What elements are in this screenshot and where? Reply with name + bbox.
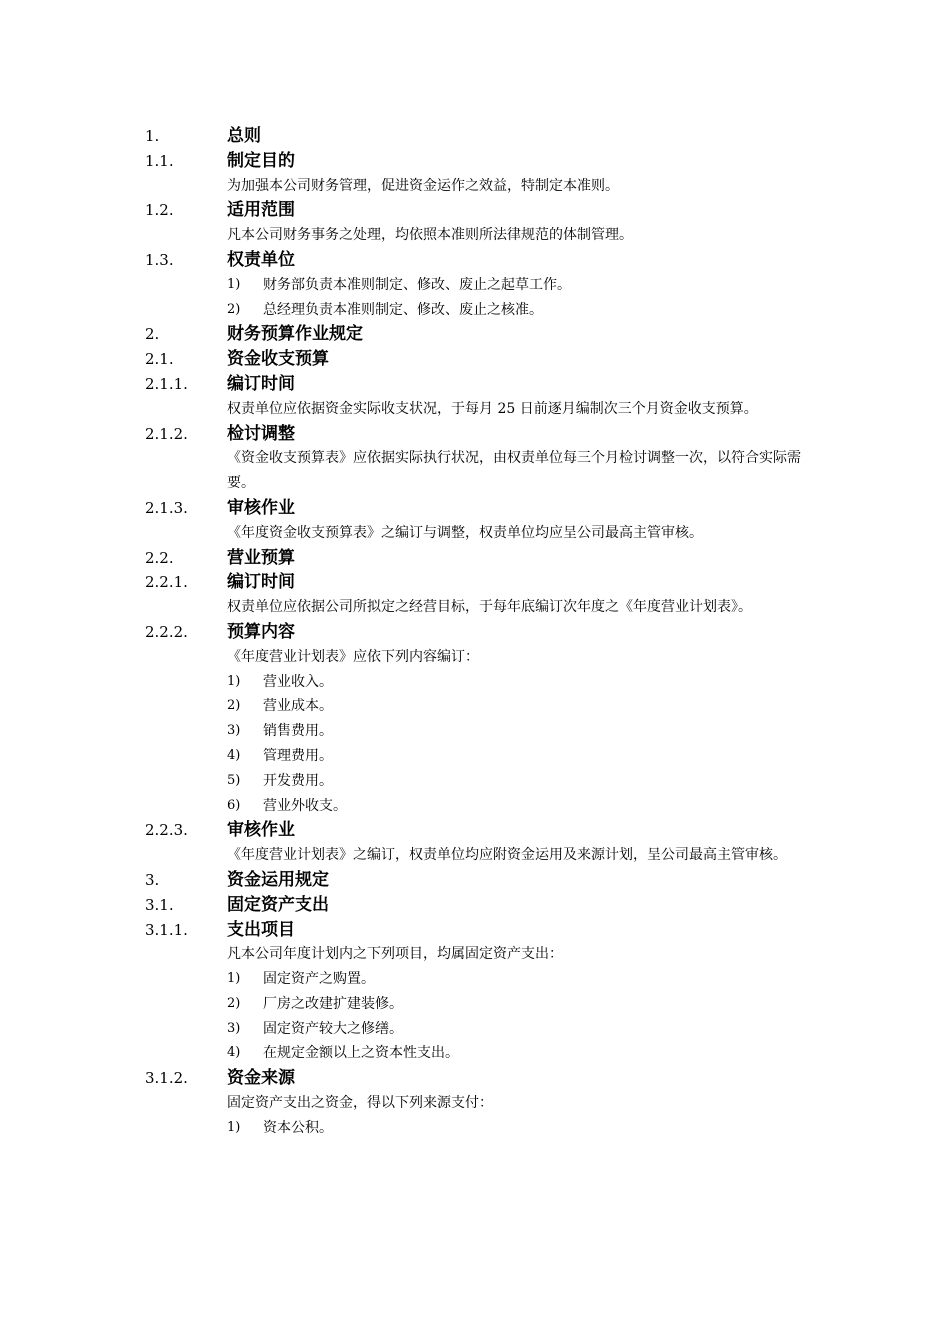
- section-heading: [145, 496, 825, 521]
- section-heading: [145, 422, 825, 447]
- section-title: 权责单位: [227, 249, 295, 270]
- list-marker: 4): [227, 747, 241, 763]
- section-heading: [145, 918, 825, 943]
- section-title: 预算内容: [227, 621, 295, 642]
- list-item-text: 固定资产之购置。: [263, 971, 375, 988]
- list-marker: 2): [227, 995, 241, 1011]
- section-heading: [145, 570, 825, 595]
- list-item-text: 总经理负责本准则制定、修改、废止之核准。: [263, 301, 543, 318]
- list-item: [145, 1116, 825, 1141]
- section-title: 编订时间: [227, 572, 295, 593]
- section-heading: [145, 868, 825, 893]
- paragraph: 为加强本公司财务管理，促进资金运作之效益，特制定本准则。: [227, 177, 619, 194]
- section-number: 2.: [145, 325, 160, 344]
- paragraph: 《年度营业计划表》应依下列内容编订：: [227, 648, 479, 665]
- list-item-text: 销售费用。: [263, 723, 333, 740]
- section-heading: [145, 248, 825, 273]
- list-item: [145, 992, 825, 1017]
- section-heading: [145, 893, 825, 918]
- paragraph: 凡本公司年度计划内之下列项目，均属固定资产支出：: [227, 946, 563, 963]
- list-item-text: 在规定金额以上之资本性支出。: [263, 1045, 459, 1062]
- list-item: [145, 670, 825, 695]
- list-item-text: 资本公积。: [263, 1119, 333, 1136]
- paragraph: 固定资产支出之资金，得以下列来源支付：: [227, 1095, 493, 1112]
- list-item: [145, 273, 825, 298]
- section-number: 1.2.: [145, 201, 174, 220]
- paragraph: 《年度营业计划表》之编订，权责单位均应附资金运用及来源计划，呈公司最高主管审核。: [227, 847, 787, 864]
- section-number: 1.3.: [145, 250, 174, 269]
- document-body: [145, 124, 825, 1141]
- section-number: 3.1.1.: [145, 920, 188, 939]
- list-item-text: 营业收入。: [263, 673, 333, 690]
- section-number: 2.2.1.: [145, 573, 188, 592]
- section-number: 3.1.: [145, 895, 174, 914]
- section-number: 1.: [145, 127, 160, 145]
- section-title: 检讨调整: [227, 423, 295, 444]
- section-heading: [145, 818, 825, 843]
- section-title: 支出项目: [227, 919, 295, 940]
- section-title: 固定资产支出: [227, 894, 329, 915]
- list-marker: 2): [227, 301, 241, 317]
- list-marker: 5): [227, 772, 241, 788]
- section-title: 资金收支预算: [227, 349, 329, 370]
- list-item-text: 固定资产较大之修缮。: [263, 1020, 403, 1037]
- section-heading: [145, 546, 825, 571]
- list-item: [145, 744, 825, 769]
- list-item: [145, 298, 825, 323]
- section-title: 编订时间: [227, 373, 295, 394]
- section-heading: [145, 1066, 825, 1091]
- section-title: 总则: [227, 126, 261, 146]
- list-item: [145, 1041, 825, 1066]
- list-marker: 1): [227, 673, 241, 689]
- section-heading: [145, 149, 825, 174]
- section-title: 营业预算: [227, 547, 295, 568]
- list-marker: 6): [227, 797, 241, 813]
- list-item: [145, 694, 825, 719]
- list-item: [145, 1017, 825, 1042]
- section-heading: [145, 198, 825, 223]
- paragraph: 《资金收支预算表》应依据实际执行状况，由权责单位每三个月检讨调整一次，以符合实际需要。: [227, 450, 801, 492]
- section-heading: [145, 322, 825, 347]
- list-item-text: 厂房之改建扩建装修。: [263, 995, 403, 1012]
- section-heading: [145, 347, 825, 372]
- list-item: [145, 967, 825, 992]
- list-item-text: 财务部负责本准则制定、修改、废止之起草工作。: [263, 276, 571, 293]
- list-marker: 2): [227, 698, 241, 714]
- list-item-text: 管理费用。: [263, 747, 333, 764]
- section-heading: [145, 620, 825, 645]
- section-title: 审核作业: [227, 820, 295, 841]
- section-number: 2.1.: [145, 350, 174, 369]
- paragraph: 权责单位应依据公司所拟定之经营目标，于每年底编订次年度之《年度营业计划表》。: [227, 599, 752, 616]
- section-heading: [145, 124, 825, 149]
- section-title: 适用范围: [227, 200, 295, 221]
- paragraph: 《年度资金收支预算表》之编订与调整，权责单位均应呈公司最高主管审核。: [227, 524, 703, 541]
- section-title: 资金运用规定: [227, 869, 329, 890]
- section-number: 2.2.3.: [145, 821, 188, 840]
- list-marker: 1): [227, 971, 241, 987]
- paragraph: 凡本公司财务事务之处理，均依照本准则所法律规范的体制管理。: [227, 227, 633, 244]
- list-marker: 1): [227, 276, 241, 292]
- list-item: [145, 719, 825, 744]
- section-title: 资金来源: [227, 1068, 295, 1089]
- section-title: 审核作业: [227, 497, 295, 518]
- section-number: 2.2.2.: [145, 622, 188, 641]
- list-item-text: 开发费用。: [263, 772, 333, 789]
- section-number: 2.1.3.: [145, 498, 188, 517]
- section-number: 2.1.2.: [145, 424, 188, 443]
- section-number: 2.1.1.: [145, 374, 188, 393]
- section-number: 3.1.2.: [145, 1069, 188, 1088]
- section-heading: [145, 372, 825, 397]
- section-title: 财务预算作业规定: [227, 324, 363, 345]
- section-number: 2.2.: [145, 548, 174, 567]
- section-title: 制定目的: [227, 150, 295, 171]
- section-number: 3.: [145, 870, 160, 889]
- list-marker: 3): [227, 1020, 241, 1036]
- list-item-text: 营业成本。: [263, 698, 333, 715]
- list-marker: 1): [227, 1119, 241, 1135]
- list-marker: 3): [227, 723, 241, 739]
- list-item: [145, 769, 825, 794]
- section-number: 1.1.: [145, 151, 174, 170]
- list-marker: 4): [227, 1045, 241, 1061]
- list-item-text: 营业外收支。: [263, 797, 347, 814]
- list-item: [145, 794, 825, 819]
- paragraph: 权责单位应依据资金实际收支状况，于每月 25 日前逐月编制次三个月资金收支预算。: [227, 400, 758, 417]
